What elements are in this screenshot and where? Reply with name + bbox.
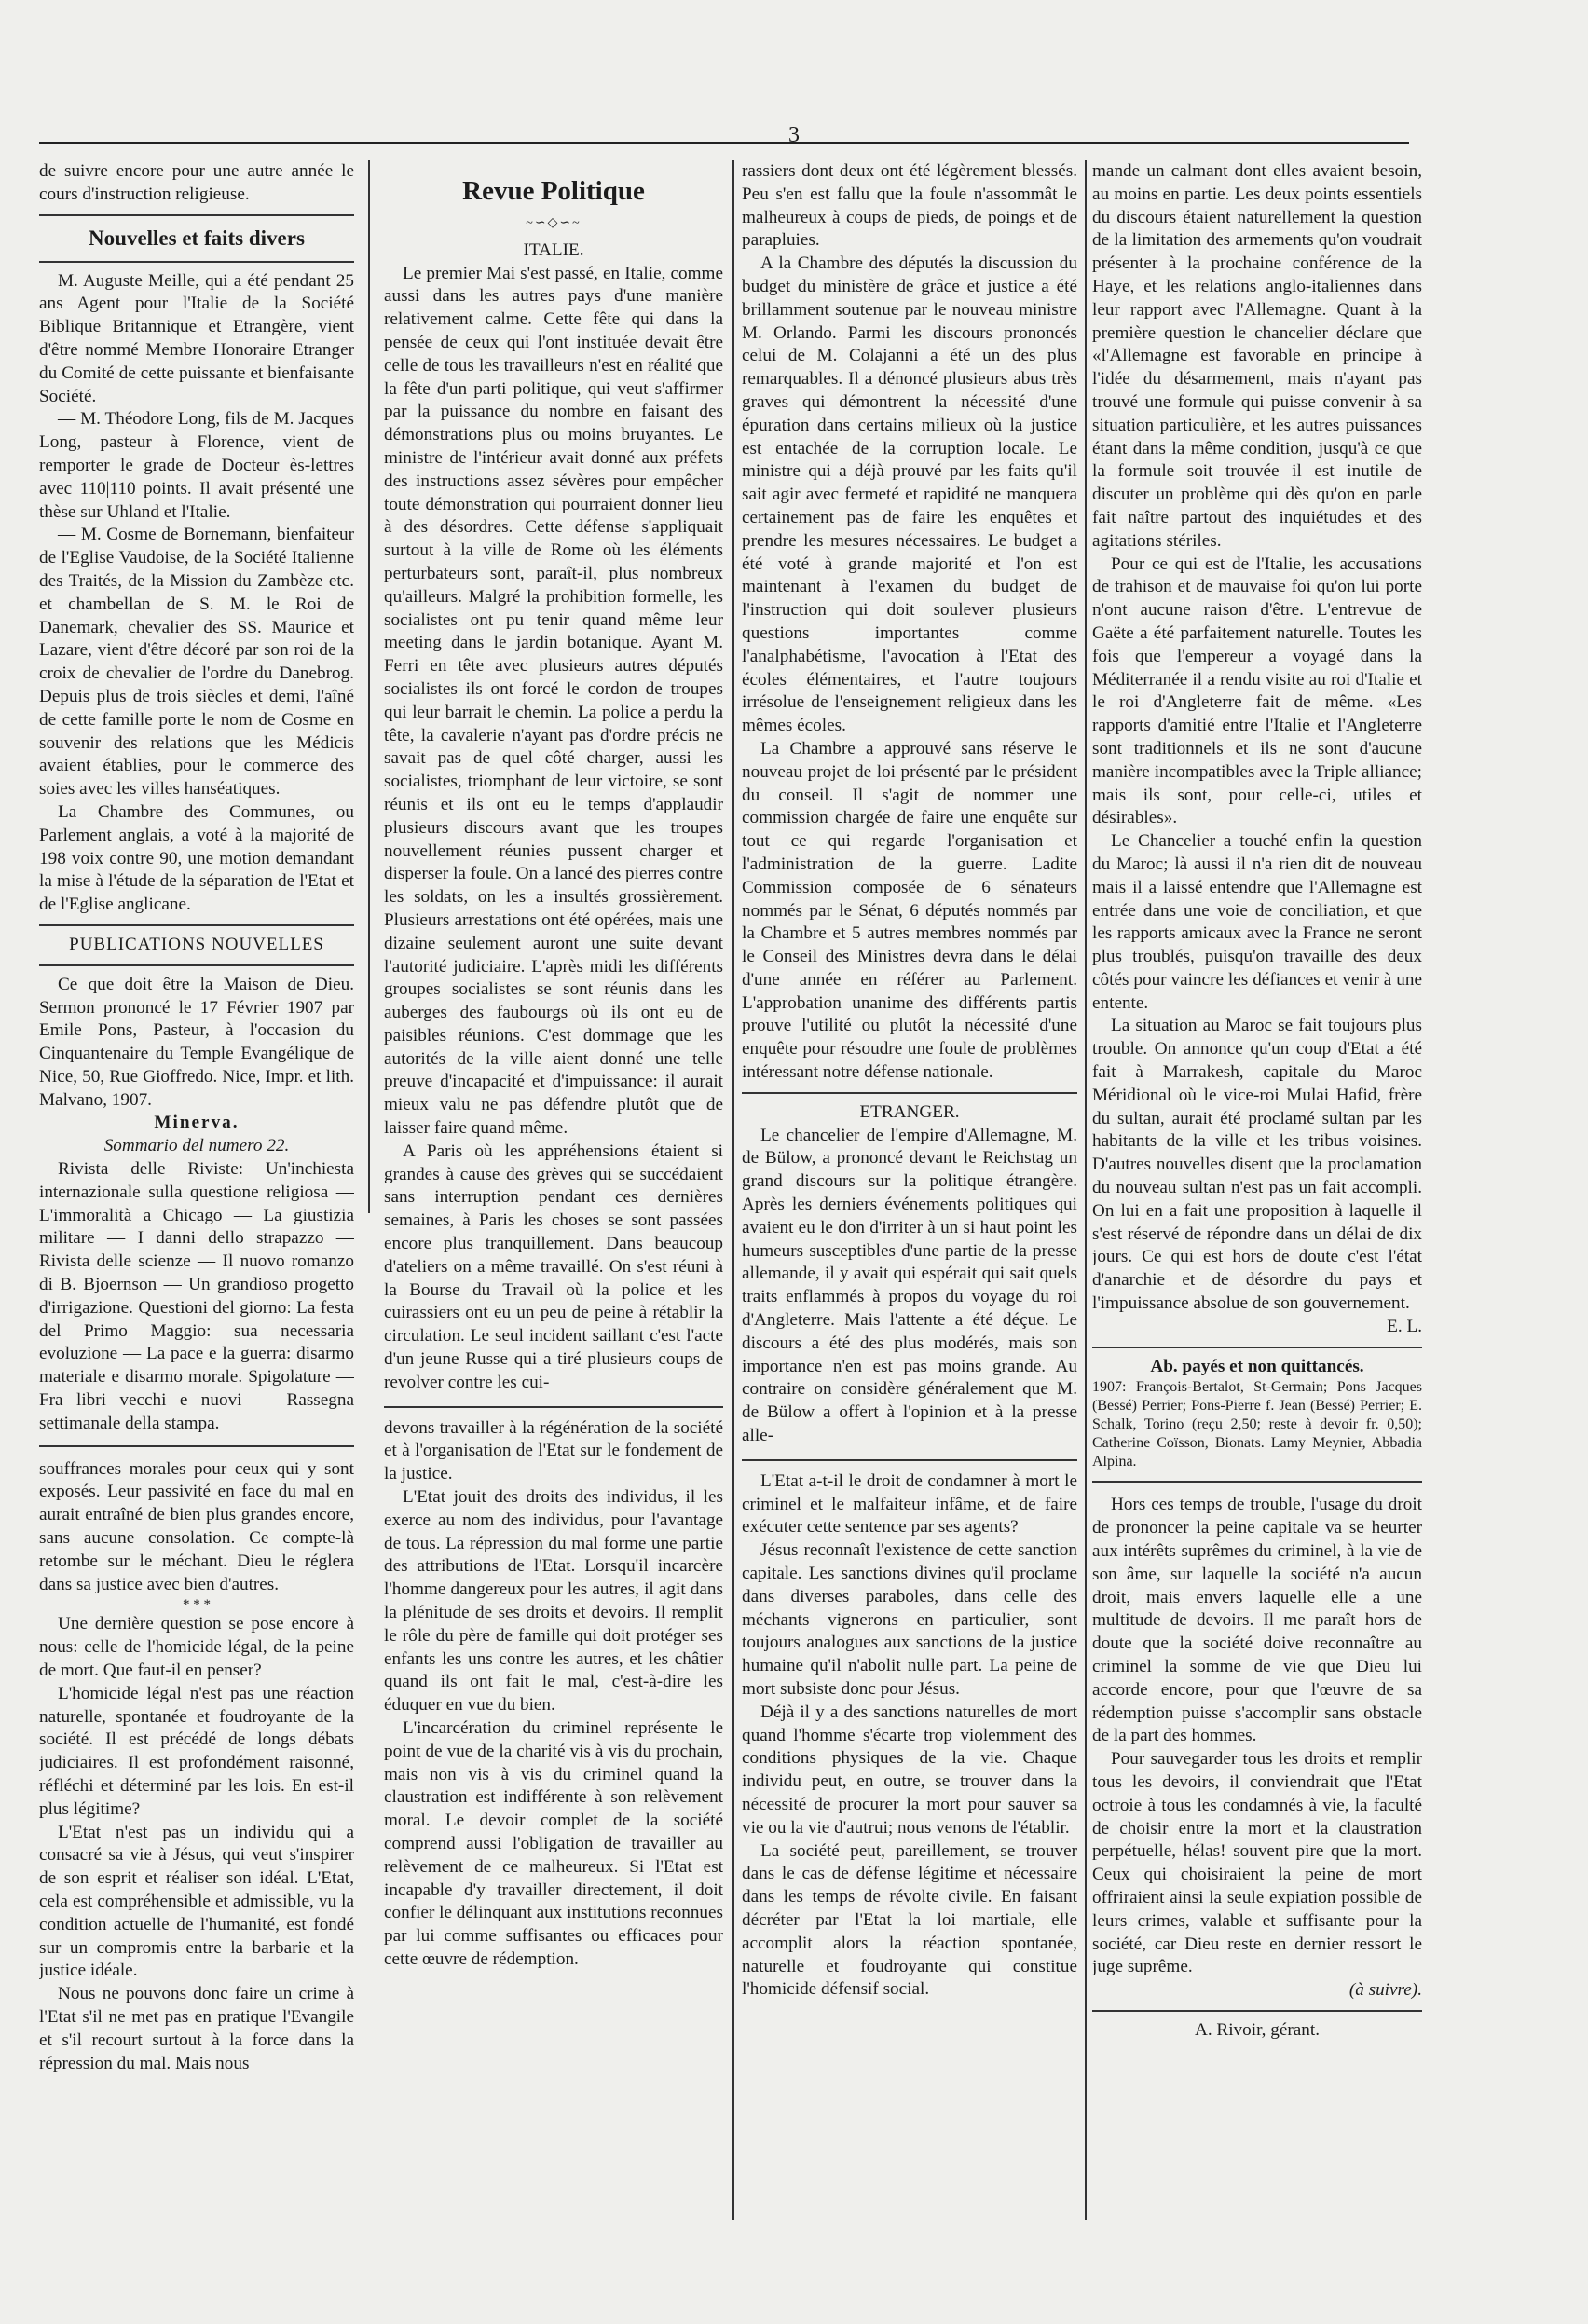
column-3	[742, 160, 1077, 2220]
item-bornemann: — M. Cosme de Bornemann, bienfaiteur de l'Eglise Vaudoise, de la Société Italienne des Traités, de la Mission du Zambèze etc. et chambellan de S. M. le Roi de Danemark, chevalier des SS. Maurice et Lazare, vient d'être décoré par son roi de la croix de chevalier de l'ordre du Danebrog. Depuis plus de trois siècles et demi, l'aîné de cette famille porte le nom de Cosme en souvenir des relations que les Médicis avaient établies, pour le commerce des soies avec les villes hanséatiques.	[39, 525, 354, 800]
section-rule	[742, 1459, 1077, 1461]
col1-bottom-4: L'Etat n'est pas un individu qui a consacré sa vie à Jésus, qui veut s'inspirer de son esprit et réaliser son idéal. L'Etat, cela est compréhensible et admissible, vu la condition actuelle de l'humanité, est fondé sur un compromis entre la barbarie et la justice idéale.	[39, 1822, 354, 1981]
col4-bottom-2: Pour sauvegarder tous les droits et remplir tous les devoirs, il conviendrait que l'Etat octroie à tous les condamnés à vie, la faculté de choisir entre la mort et la claustration perpétuelle, hélas! souvent pire que la mort. Ceux qui choisiraient la peine de mort offriraient ainsi la seule expiation possible de leurs crimes, valable et suffisante pour la société, car Dieu reste en dernier ressort le juge suprême.	[1092, 1749, 1422, 1977]
section-rule	[384, 1406, 723, 1408]
section-rule	[1092, 1347, 1422, 1348]
col1-bottom-5: Nous ne pouvons donc faire un crime à l'Etat s'il ne met pas en pratique l'Evangile et s'il recourt surtout à la force dans la répression du mal. Mais nous	[39, 1984, 354, 2073]
signature-el: E. L.	[1387, 1316, 1422, 1336]
section-rule	[742, 1092, 1077, 1094]
col1-bottom-3: L'homicide légal n'est pas une réaction naturelle, spontanée et foudroyante de la société. Il est précédé de longs débats judiciaires. Il est profondément raisonné, réfléchi et déterminé par les lois. En est-il plus légitime?	[39, 1683, 354, 1819]
col4-bottom-1: Hors ces temps de trouble, l'usage du droit de prononcer la peine capitale va se heurter aux intérêts suprêmes du criminel, à la vie de son âme, sur laquelle la société n'a aucun droit, mais envers laquelle elle a une multitude de devoirs. Il me paraît hors de doute que la société doive reconnaître au criminel la somme de vie que Dieu lui accorde encore, pour que l'œuvre de sa rédemption puisse s'accomplir sans obstacle de la part des hommes.	[1092, 1495, 1422, 1746]
column-divider	[1085, 160, 1087, 2220]
abonnements-list: 1907: François-Bertalot, St-Germain; Pons Jacques (Bessé) Perrier; Pons-Pierre f. Jean (Bessé) Perrier; E. Schalk, Torino (reçu 2,50; reste à devoir fr. 0,50); Catherine Coïsson, Bionats. Lamy Meynier, Abbadia Alpina.	[1092, 1379, 1422, 1470]
column-divider	[732, 160, 734, 2220]
col1-intro: de suivre encore pour une autre année le cours d'instruction religieuse.	[39, 161, 354, 204]
publications-heading: PUBLICATIONS NOUVELLES	[69, 934, 324, 954]
asterism: * * *	[183, 1597, 211, 1613]
col3-bottom-4: La société peut, pareillement, se trouver dans le cas de défense légitime et nécessaire dans les temps de révolte civile. En faisant décréter par l'Etat la loi martiale, elle accomplit alors la réaction spontanée, naturelle et foudroyante qui constitue l'homicide défensif social.	[742, 1840, 1077, 2000]
column-4	[1092, 160, 1422, 2220]
col3-bottom-3: Déjà il y a des sanctions naturelles de mort quand l'homme s'écarte trop violemment des conditions physiques de la vie. Chaque individu peut, en outre, se trouver dans la nécessité de procurer la mort pour sauver sa vie ou la vie d'autrui; nous venons de l'établir.	[742, 1702, 1077, 1838]
item-maison-de-dieu: Ce que doit être la Maison de Dieu. Sermon prononcé le 17 Février 1907 par Emile Pons, Pasteur, à l'occasion du Cinquantenaire du Temple Evangélique de Nice, 50, Rue Gioffredo. Nice, Impr. et lith. Malvano, 1907.	[39, 974, 354, 1110]
section-rule	[1092, 1481, 1422, 1483]
col1-bottom-2: Une dernière question se pose encore à nous: celle de l'homicide légal, de la peine de mort. Que faut-il en penser?	[39, 1614, 354, 1681]
item-meille: M. Auguste Meille, qui a été pendant 25 ans Agent pour l'Italie de la Société Biblique Britannique et Etrangère, vient d'être nommé Membre Honoraire Etranger du Comité de cette puissante et bienfaisante Société.	[39, 270, 354, 406]
a-suivre: (à suivre).	[1348, 1980, 1422, 2001]
col4-para-2: Pour ce qui est de l'Italie, les accusations de trahison et de mauvaise foi qu'on lui porte n'ont aucune raison d'être. L'entrevue de Gaëte a été parfaitement naturelle. Toutes les fois que l'empereur a voyagé dans la Méditerranée il a rendu visite au roi d'Italie et le roi d'Angleterre fait de même. «Les rapports d'amitié entre l'Italie et l'Angleterre sont traditionnels et ils ne sont d'aucune manière incompatibles avec la Triple alliance; mais ils sont, pour celle-ci, utiles et désirables».	[1092, 554, 1422, 828]
col3-para-1: rassiers dont deux ont été légèrement blessés. Peu s'en est fallu que la foule n'assommât le malheureux à coups de pieds, de poings et de parapluies.	[742, 161, 1077, 251]
col2-bottom-2: L'Etat jouit des droits des individus, il les exerce au nom des individus, pour l'avantage de tous. La répression du mal forme une partie des attributions de l'Etat. Lorsqu'il incarcère l'homme dangereux pour les autres, il agit dans la plénitude de ses droits et devoirs. Il remplit le rôle du père de famille qui doit protéger ses enfants les uns contre les autres, et les châtier quand ils ont fait le mal, c'est-à-dire les éduquer en vue du bien.	[384, 1487, 723, 1716]
section-rule	[1092, 2010, 1422, 2012]
gerant-signature: A. Rivoir, gérant.	[1194, 2019, 1321, 2040]
minerva-title: Minerva.	[154, 1113, 240, 1133]
section-rule	[39, 924, 354, 926]
col4-para-3: Le Chancelier a touché enfin la question du Maroc; là aussi il n'a rien dit de nouveau mais il a laissé entendre que l'Allemagne est entrée dans une voie de conciliation, et que les rapports amicaux avec la France ne seront plus troublés, puisqu'on travaille des deux côtés pour vaincre les défiances et venir à une entente.	[1092, 831, 1422, 1013]
col1-bottom-1: souffrances morales pour ceux qui y sont exposés. Leur passivité en face du mal en aurait entraîné de bien plus grandes encore, sans aucune consolation. Ce compte-là retombe sur le méchant. Dieu le réglera dans sa justice avec bien d'autres.	[39, 1458, 354, 1594]
item-communes: La Chambre des Communes, ou Parlement anglais, a voté à la majorité de 198 voix contre 90, une motion demandant la mise à l'étude de la séparation de l'Etat et de l'Eglise anglicane.	[39, 801, 354, 915]
col3-para-3: La Chambre a approuvé sans réserve le nouveau projet de loi présenté par le président du conseil. Il s'agit de nommer une commission chargée de faire une enquête sur tout ce qui regarde l'organisation et l'administration de la guerre. Ladite Commission composée de 6 sénateurs nommés par le Sénat, 6 députés nommés par la Chambre et 5 autres membres nommés par le Conseil des Ministres devra dans le délai d'une année en référer au Parlement. L'approbation unanime des différents partis prouve l'utilité ou plutôt la nécessité d'une enquête pour résoudre une foule de problèmes intéressant notre défense nationale.	[742, 738, 1077, 1083]
col3-para-4: Le chancelier de l'empire d'Allemagne, M. de Bülow, a prononcé devant le Reichstag un grand discours sur la politique étrangère. Après les derniers événements politiques qui avaient eu le don d'irriter à un si haut point les humeurs susceptibles d'une partie de la presse allemande, il y avait qui espérait qui sait quels traits enflammés à propos du voyage du roi d'Angleterre. Mais l'attente a été déçue. Le discours a été des plus modérés, mais son importance n'en est pas moins grande. Au contraire on considère généralement que M. de Bülow a offert à l'opinion et à la presse alle-	[742, 1125, 1077, 1446]
item-long: — M. Théodore Long, fils de M. Jacques Long, pasteur à Florence, vient de remporter le grade de Docteur ès-lettres avec 110|110 points. Il avait présenté une thèse sur Uhland et l'Italie.	[39, 409, 354, 522]
top-rule	[39, 142, 1409, 144]
column-2	[384, 160, 723, 2220]
col2-para-2: A Paris où les appréhensions étaient si grandes à cause des grèves qui se succédaient sans interruption pendant ces dernières semaines, à Paris les choses se sont passées encore plus tranquillement. Dans beaucoup d'ateliers on a même travaillé. On s'est réuni à la Bourse du Travail où la police et les cuirassiers ont eu un peu de peine à rétablir la circulation. Le seul incident saillant c'est l'acte d'un jeune Russe qui a tiré plusieurs coups de revolver contre les cui-	[384, 1141, 723, 1392]
col2-bottom-3: L'incarcération du criminel représente le point de vue de la charité vis à vis du prochain, mais non vis à vis du criminel quand la claustration est indifférente à son relèvement moral. Le devoir complet de la société comprend aussi l'obligation de travailler au relèvement de ce malheureux. Si l'Etat est incapable d'y travailler directement, il doit confier le délinquant aux institutions reconnues par lui comme suffisantes ou efficaces pour cette œuvre de rédemption.	[384, 1718, 723, 1969]
col3-bottom-2: Jésus reconnaît l'existence de cette sanction capitale. Les sanctions divines qu'il proclame dans diverses paraboles, dans celle des méchants vignerons en particulier, sont toujours analogues aux sanctions de la justice humaine qu'il n'abolit nulle part. La peine de mort subsiste donc pour Jésus.	[742, 1540, 1077, 1699]
minerva-summary: Rivista delle Riviste: Un'inchiesta internazionale sulla questione religiosa — L'immoralità a Chicago — La giustizia militare — I danni dello strapazzo — Rivista delle scienze — Il nuovo romanzo di B. Bjoernson — Un grandioso progetto d'irrigazione. Questioni del giorno: La festa del Primo Maggio: sua necessaria evoluzione — La pace e la guerra: disarmo materiale e disarmo morale. Spigolature — Fra libri vecchi e nuovi — Rassegna settimanale della stampa.	[39, 1159, 354, 1433]
column-1	[39, 160, 354, 2220]
minerva-subtitle: Sommario del numero 22.	[103, 1136, 290, 1156]
section-rule	[39, 261, 354, 263]
col4-para-1: mande un calmant dont elles avaient besoin, au moins en partie. Les deux points essentiels du discours étaient naturellement la question de la limitation des armements qu'on voudrait présenter à la prochaine conférence de la Haye, et les relations anglo-italiennes dans leur rapport avec l'Allemagne. Quant à la première question le chancelier déclare que «l'Allemagne est favorable en principe à l'idée du désarmement, mais n'ayant pas trouvé une formule qui puisse convenir à sa situation particulière, et les autres puissances étant dans la même condition, jusqu'à ce que la formule soit trouvée il est inutile de discuter un problème qui dès qu'on en parle fait naître partout des inquiétudes et des agitations stériles.	[1092, 161, 1422, 551]
section-rule	[39, 964, 354, 966]
abonnements-heading: Ab. payés et non quittancés.	[1150, 1356, 1364, 1376]
col2-para-1: Le premier Mai s'est passé, en Italie, comme aussi dans les autres pays d'une manière relativement calme. Cette fête qui dans la pensée de ceux qui l'ont instituée devait être celle de tous les travailleurs n'est en réalité que la fête d'un parti politique, qui veut s'affirmer par la puissance du nombre en faisant des démonstrations plus ou moins bruyantes. Le ministre de l'intérieur avait donné aux préfets des instructions assez sévères pour empêcher toute démonstration qui pourraient donner lieu à des désordres. Cette défense s'appliquait surtout à la ville de Rome où les éléments perturbateurs sont, paraît-il, plus nombreux qu'ailleurs. Malgré la prohibition formelle, les socialistes ont pu tenir quand même leur meeting dans le jardin botanique. Ayant M. Ferri en tête avec plusieurs autres députés socialistes ils ont forcé le cordon de troupes qui leur barrait le chemin. La police a perdu la tête, la cavalerie n'ayant pas d'ordre précis ne savait pas de quel côté charger, aussi les socialistes, triomphant de leur victoire, se sont réunis et ils ont eu le temps d'applaudir plusieurs discours avant que les troupes nouvellement réunies pussent charger et disperser la foule. On a lancé des pierres contre les soldats, on les a insultés grossièrement. Plusieurs arrestations ont été opérées, mais une dizaine seulement auront une suite devant l'autorité judiciaire. L'après midi les différents groupes socialistes se sont réunis dans les auberges des faubourgs où ils ont eu de paisibles réunions. C'est dommage que les autorités de la ville aient donné une telle preuve d'incapacité et d'impuissance: il aurait mieux valu ne pas défendre plutôt que de laisser faire quand même.	[384, 263, 723, 1139]
italie-heading: ITALIE.	[523, 239, 584, 260]
section-rule	[39, 1445, 354, 1447]
col2-bottom-1: devons travailler à la régénération de la société et à l'organisation de l'Etat sur le fondement de la justice.	[384, 1417, 723, 1484]
col3-para-2: A la Chambre des députés la discussion du budget du ministère de grâce et justice a été brillamment soutenue par le nouveau ministre M. Orlando. Parmi les discours prononcés celui de M. Colajanni a été un des plus remarquables. Il a dénoncé plusieurs abus très graves qui démontrent la nécessité d'une épuration dans certains milieux où la justice est entachée de la corruption locale. Le ministre qui a déjà prouvé par les faits qu'il sait agir avec fermeté et rapidité ne manquera certainement pas de faire les enquêtes et prendre les mesures nécessaires. Le budget a été voté à grande majorité et l'on est maintenant à l'examen du budget de l'instruction qui doit soulever plusieurs questions importantes comme l'analphabétisme, l'avocation à l'Etat des écoles élémentaires, et l'autre toujours irrésolue de l'enseignement religieux dans les mêmes écoles.	[742, 253, 1077, 736]
column-divider	[368, 160, 370, 1213]
section-rule	[39, 214, 354, 216]
nouvelles-heading: Nouvelles et faits divers	[89, 226, 305, 250]
heading-ornament: ~∽◇∽~	[526, 216, 582, 230]
col3-bottom-1: L'Etat a-t-il le droit de condamner à mort le criminel et le malfaiteur infâme, et de faire exécuter cette sentence par ses agents?	[742, 1470, 1077, 1538]
page-number: 3	[788, 123, 800, 147]
revue-politique-heading: Revue Politique	[462, 176, 645, 206]
col4-para-4: La situation au Maroc se fait toujours plus trouble. On annonce qu'un coup d'Etat a été fait à Marrakesh, capitale du Maroc Méridional où le vice-roi Mulai Hafid, frère du sultan, aurait été proclamé sultan par les habitants de la ville et les tribus voisines. D'autres nouvelles disent que la proclamation du nouveau sultan n'est pas un fait accompli. On lui en a fait une proposition à laquelle il s'est réservé de répondre dans un délai de dix jours. Ce qui est hors de doute c'est l'état d'anarchie et de désordre du pays et l'impuissance absolue de son gouvernement.	[1092, 1016, 1422, 1314]
etranger-heading: ETRANGER.	[859, 1101, 960, 1122]
